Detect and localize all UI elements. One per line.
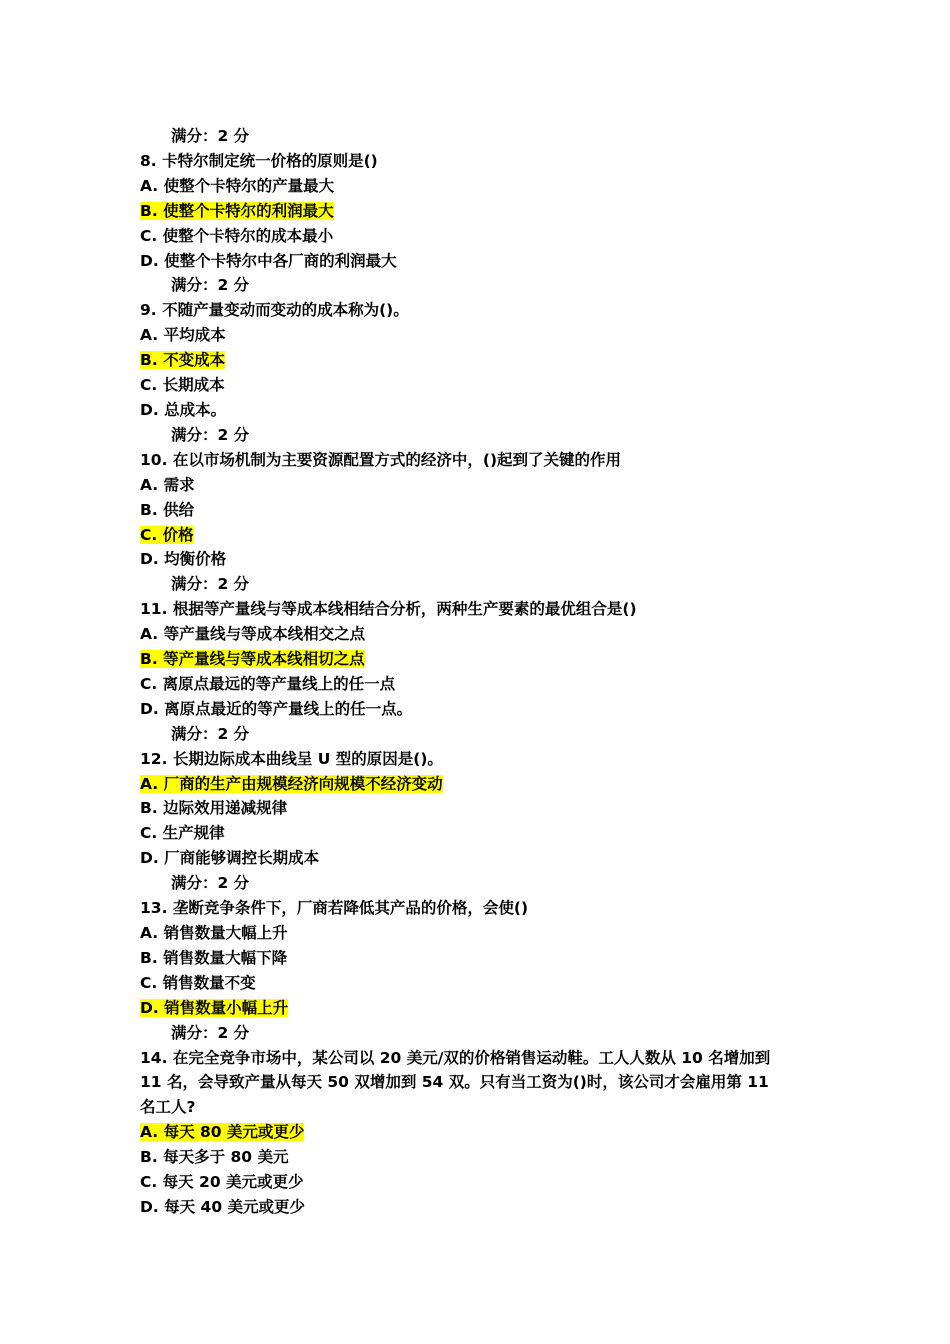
option-a: A. 销售数量大幅上升 [140, 924, 288, 942]
option-b: B. 销售数量大幅下降 [140, 948, 288, 967]
score-line: 满分：2 分 [171, 127, 250, 145]
option-d: D. 离原点最近的等产量线上的任一点。 [140, 699, 413, 718]
option-c-answer [140, 523, 820, 548]
option-a: A. 使整个卡特尔的产量最大 [140, 176, 335, 195]
answer-highlight: D. 销售数量小幅上升 [140, 998, 289, 1017]
score-line: 满分：2 分 [171, 874, 250, 893]
question-stem: 13. 垄断竞争条件下，厂商若降低其产品的价格，会使() [140, 899, 529, 918]
option-b: B. 边际效用递减规律 [140, 799, 288, 818]
option-c: C. 生产规律 [140, 824, 225, 843]
option-c: C. 使整个卡特尔的成本最小 [140, 226, 334, 245]
option-a-answer [140, 1120, 820, 1145]
score-line: 满分：2 分 [171, 575, 250, 594]
option-d: D. 使整个卡特尔中各厂商的利润最大 [140, 251, 397, 270]
answer-highlight: A. 厂商的生产由规模经济向规模不经济变动 [140, 774, 443, 793]
option-b: B. 每天多于 80 美元 [140, 1148, 289, 1167]
question-list [140, 124, 820, 1220]
option-a: A. 平均成本 [140, 326, 226, 345]
option-c: C. 长期成本 [140, 376, 225, 395]
answer-highlight: C. 价格 [140, 525, 194, 544]
option-c: C. 销售数量不变 [140, 973, 256, 992]
option-b-answer [140, 348, 820, 373]
option-c: C. 离原点最远的等产量线上的任一点 [140, 674, 396, 693]
option-b-answer [140, 199, 820, 224]
option-d: D. 厂商能够调控长期成本 [140, 849, 320, 868]
answer-highlight: B. 不变成本 [140, 351, 226, 370]
option-b-answer [140, 647, 820, 672]
option-b: B. 供给 [140, 500, 195, 519]
question-stem: 8. 卡特尔制定统一价格的原则是() [140, 151, 378, 170]
answer-highlight: B. 使整个卡特尔的利润最大 [140, 201, 334, 220]
score-line: 满分：2 分 [171, 1023, 250, 1042]
option-a: A. 等产量线与等成本线相交之点 [140, 625, 366, 644]
option-d: D. 每天 40 美元或更少 [140, 1197, 306, 1216]
answer-highlight: B. 等产量线与等成本线相切之点 [140, 650, 365, 669]
answer-highlight: A. 每天 80 美元或更少 [140, 1123, 305, 1142]
question-stem-line: 14. 在完全竞争市场中，某公司以 20 美元/双的价格销售运动鞋。工人人数从 10 名增加到 [140, 1048, 771, 1067]
option-a: A. 需求 [140, 475, 195, 494]
score-line: 满分：2 分 [171, 425, 250, 444]
question-stem-line: 名工人? [140, 1098, 196, 1117]
question-stem: 9. 不随产量变动而变动的成本称为()。 [140, 301, 409, 320]
score-line: 满分：2 分 [171, 724, 250, 743]
question-stem-line: 11 名，会导致产量从每天 50 双增加到 54 双。只有当工资为()时，该公司才会雇用第 11 [140, 1073, 769, 1092]
option-d-answer [140, 996, 820, 1021]
option-c: C. 每天 20 美元或更少 [140, 1173, 304, 1192]
question-stem: 11. 根据等产量线与等成本线相结合分析，两种生产要素的最优组合是() [140, 600, 637, 619]
option-d: D. 均衡价格 [140, 550, 227, 569]
option-a-answer [140, 772, 820, 797]
score-line: 满分：2 分 [171, 276, 250, 295]
option-d: D. 总成本。 [140, 400, 227, 419]
question-stem: 10. 在以市场机制为主要资源配置方式的经济中，()起到了关键的作用 [140, 450, 622, 469]
question-stem: 12. 长期边际成本曲线呈 U 型的原因是()。 [140, 749, 443, 768]
